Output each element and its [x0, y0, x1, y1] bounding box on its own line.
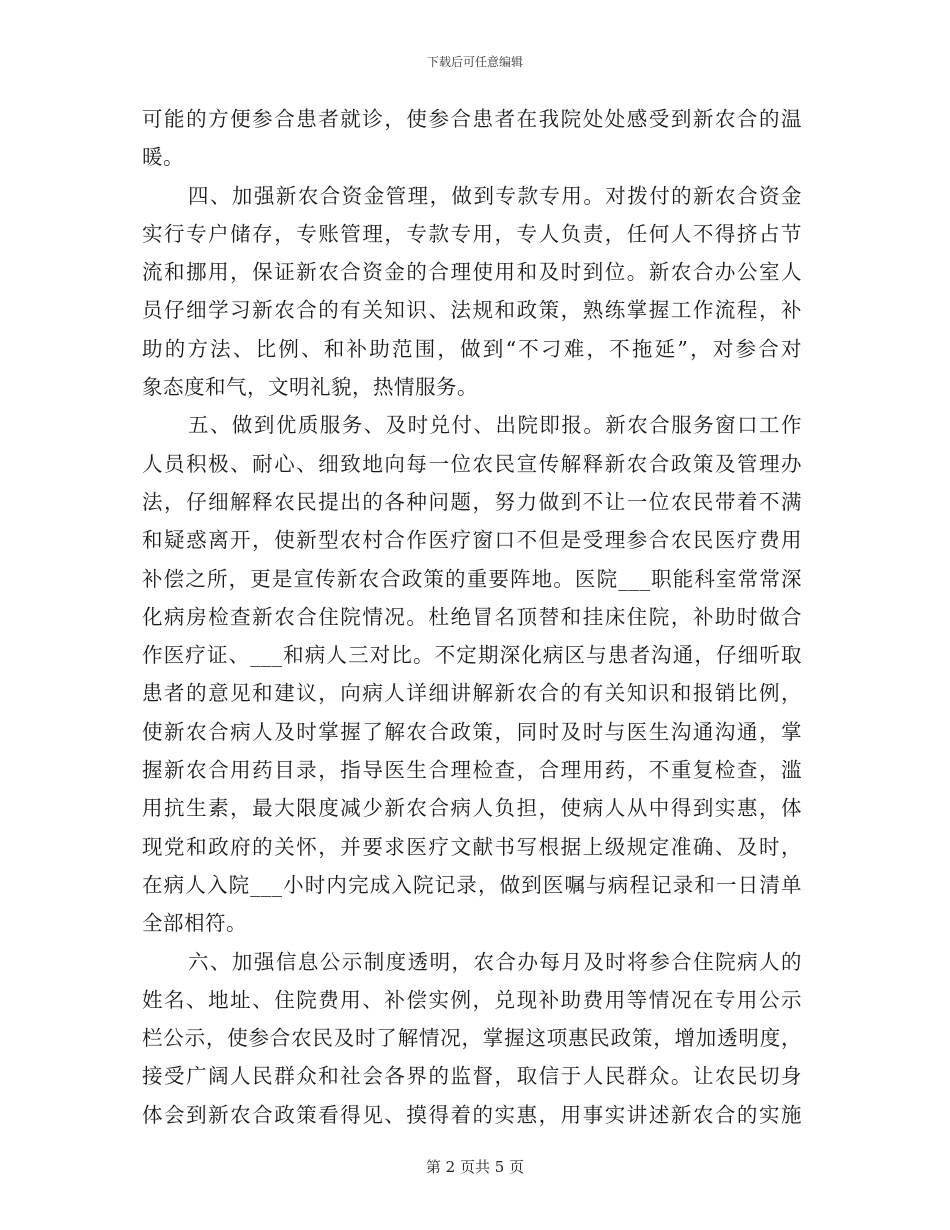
- text-line: 全部相符。: [142, 911, 247, 936]
- text-line: 员仔细学习新农合的有关知识、法规和政策，熟练掌握工作流程，补: [142, 298, 802, 323]
- text-line: 接受广阔人民群众和社会各界的监督，取信于人民群众。让农民切身: [142, 1064, 802, 1089]
- text-line: 栏公示，使参合农民及时了解情况，掌握这项惠民政策，增加透明度，: [142, 1026, 802, 1051]
- text-line: 化病房检查新农合住院情况。杜绝冒名顶替和挂床住院，补助时做合: [142, 604, 802, 629]
- text-line: 法，仔细解释农民提出的各种问题，努力做到不让一位农民带着不满: [142, 489, 802, 514]
- paragraph-start-line: 四、加强新农合资金管理，做到专款专用。对拨付的新农合资金: [188, 183, 802, 208]
- text-line: 可能的方便参合患者就诊，使参合患者在我院处处感受到新农合的温: [142, 107, 802, 131]
- document-body: [142, 100, 802, 1134]
- text-line: 体会到新农合政策看得见、摸得着的实惠，用事实讲述新农合的实施: [142, 1102, 802, 1127]
- page-header-note: 下载后可任意编辑: [426, 55, 523, 69]
- text-line: 患者的意见和建议，向病人详细讲解新农合的有关知识和报销比例，: [142, 681, 802, 706]
- text-line: 握新农合用药目录，指导医生合理检查，合理用药，不重复检查，滥: [142, 758, 802, 783]
- text-line: 作医疗证、___和病人三对比。不定期深化病区与患者沟通，仔细听取: [142, 643, 802, 668]
- text-line: 实行专户储存，专账管理，专款专用，专人负责，任何人不得挤占节: [142, 221, 802, 246]
- text-line: 用抗生素，最大限度减少新农合病人负担，使病人从中得到实惠，体: [142, 796, 802, 821]
- paragraph-start-line: 六、加强信息公示制度透明，农合办每月及时将参合住院病人的: [188, 949, 802, 974]
- text-line: 使新农合病人及时掌握了解农合政策，同时及时与医生沟通沟通，掌: [142, 719, 802, 744]
- text-line: 流和挪用，保证新农合资金的合理使用和及时到位。新农合办公室人: [142, 260, 802, 285]
- text-line: 在病人入院___小时内完成入院记录，做到医嘱与病程记录和一日清单: [142, 872, 802, 897]
- text-line: 暖。: [142, 145, 184, 170]
- text-line: 象态度和气，文明礼貌，热情服务。: [142, 375, 478, 400]
- text-line: 和疑惑离开，使新型农村合作医疗窗口不但是受理参合农民医疗费用: [142, 528, 802, 553]
- text-line: 补偿之所，更是宣传新农合政策的重要阵地。医院___职能科室常常深: [142, 566, 802, 591]
- text-line: 人员积极、耐心、细致地向每一位农民宣传解释新农合政策及管理办: [142, 451, 802, 476]
- page-number: 第 2 页共 5 页: [425, 1158, 525, 1176]
- text-line: 助的方法、比例、和补助范围，做到“不刁难，不拖延”，对参合对: [142, 336, 802, 361]
- paragraph-start-line: 五、做到优质服务、及时兑付、出院即报。新农合服务窗口工作: [188, 413, 802, 438]
- text-line: 姓名、地址、住院费用、补偿实例，兑现补助费用等情况在专用公示: [142, 987, 802, 1012]
- text-line: 现党和政府的关怀，并要求医疗文献书写根据上级规定准确、及时，: [142, 834, 802, 859]
